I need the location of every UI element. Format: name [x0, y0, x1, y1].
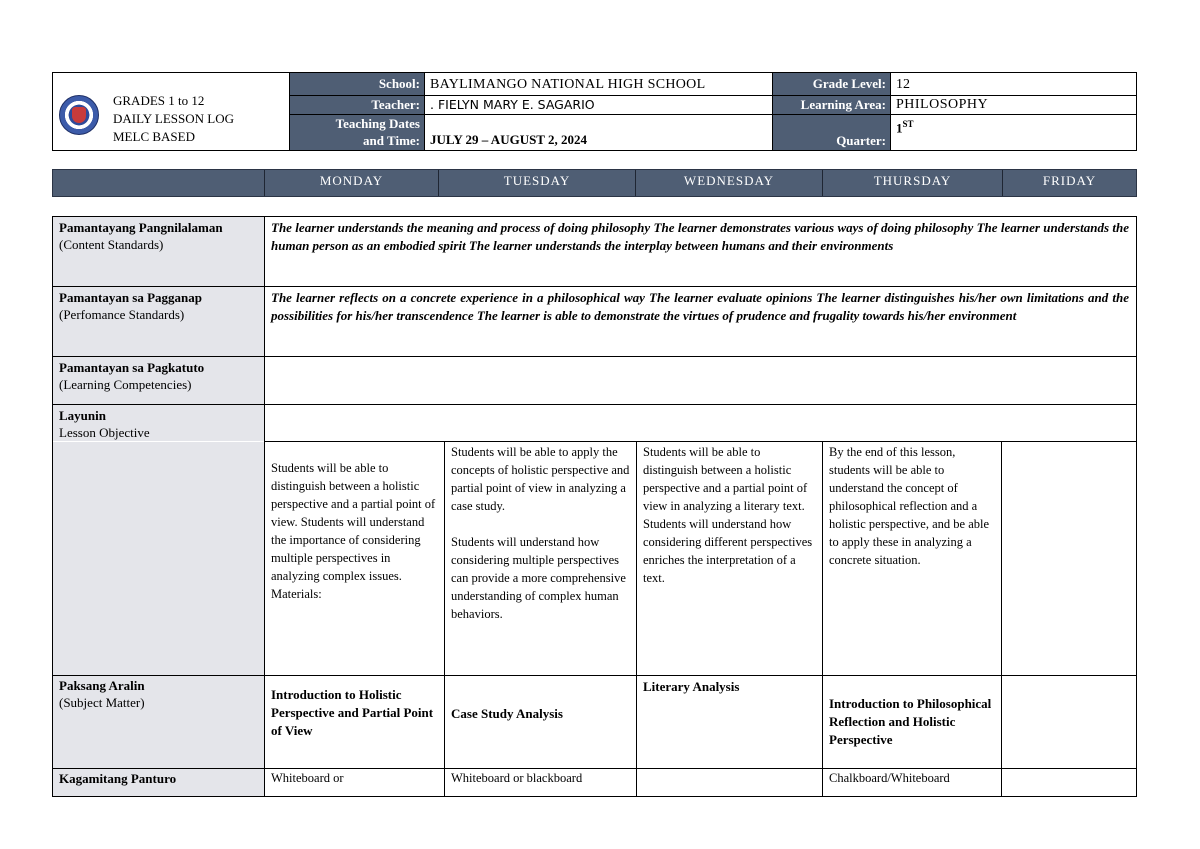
- materials-thursday: Chalkboard/Whiteboard: [829, 771, 950, 785]
- subject-monday: Introduction to Holistic Perspective and Partial Point of View: [271, 687, 434, 738]
- performance-standards-label: [53, 287, 264, 356]
- objective-wednesday: Students will be able to distinguish between a holistic perspective and a partial point of view in analyzing a literary text. Students will understand how considering different perspectives enriches the interpretation of a text.: [643, 445, 813, 585]
- materials-label-main: Kagamitang Panturo: [59, 771, 177, 786]
- teaching-dates-label: [290, 115, 424, 150]
- objective-monday: Students will be able to distinguish between a holistic perspective and a partial point of view. Students will understand the importance of considering multiple perspectives in analyzing complex issues. Materials:: [271, 461, 436, 601]
- materials-label: [53, 769, 264, 796]
- day-wednesday: WEDNESDAY: [635, 170, 822, 196]
- learning-competencies-label-main: Pamantayan sa Pagkatuto: [59, 360, 205, 375]
- subject-wednesday: Literary Analysis: [643, 679, 740, 694]
- school-value: BAYLIMANGO NATIONAL HIGH SCHOOL: [430, 77, 706, 92]
- subject-tuesday: Case Study Analysis: [451, 706, 563, 721]
- learning-competencies-label: [53, 357, 264, 404]
- daily-lesson-log-line: DAILY LESSON LOG: [113, 111, 234, 126]
- day-thursday: THURSDAY: [822, 170, 1002, 196]
- subject-matter-label: [53, 676, 264, 768]
- objective-label: [53, 405, 264, 441]
- content-standards-label-sub: (Content Standards): [59, 237, 164, 252]
- objective-tuesday: Students will be able to apply the concepts of holistic perspective and partial point of view in analyzing a case study. Students will understand how considering multiple perspectives can provide a more comprehensive understanding of complex human behaviors.: [451, 445, 630, 621]
- learning-area-value: PHILOSOPHY: [896, 97, 989, 112]
- dates-value: JULY 29 – AUGUST 2, 2024: [430, 132, 587, 147]
- quarter-suffix: ST: [902, 119, 914, 129]
- school-label: School:: [290, 73, 424, 95]
- grade-level-label: Grade Level:: [773, 73, 890, 95]
- deped-seal-icon: [59, 95, 99, 135]
- subject-matter-label-main: Paksang Aralin: [59, 678, 145, 693]
- teacher-label: Teacher:: [290, 96, 424, 114]
- objective-thursday: By the end of this lesson, students will be able to understand the concept of philosophical reflection and a holistic perspective, and be able to apply these in analyzing a concrete situation.: [829, 445, 990, 567]
- day-friday: FRIDAY: [1002, 170, 1136, 196]
- learning-area-label: Learning Area:: [773, 96, 890, 114]
- subject-thursday: Introduction to Philosophical Reflection and Holistic Perspective: [829, 696, 992, 747]
- header-left-block: [53, 73, 290, 150]
- grades-line: GRADES 1 to 12: [113, 93, 205, 108]
- teaching-dates-label-line2: and Time:: [363, 133, 420, 148]
- melc-based-line: MELC BASED: [113, 129, 195, 144]
- content-standards-text: The learner understands the meaning and process of doing philosophy The learner demonstrates various ways of doing philosophy The learner understands the human person as an embodied spirit The learner understands the interplay between humans and their environments: [271, 220, 1129, 253]
- materials-monday: Whiteboard or: [271, 771, 344, 785]
- quarter-label: Quarter:: [773, 115, 890, 150]
- day-tuesday: TUESDAY: [438, 170, 635, 196]
- teaching-dates-label-line1: Teaching Dates: [335, 116, 420, 131]
- learning-competencies-label-sub: (Learning Competencies): [59, 377, 192, 392]
- objective-label-main: Layunin: [59, 408, 106, 423]
- teacher-value: . FIELYN MARY E. SAGARIO: [430, 97, 595, 112]
- grade-level-value: 12: [896, 77, 910, 92]
- materials-tuesday: Whiteboard or blackboard: [451, 771, 583, 785]
- quarter-value: [892, 115, 1136, 136]
- subject-matter-label-sub: (Subject Matter): [59, 695, 145, 710]
- header-table: [52, 72, 1137, 151]
- performance-standards-text: The learner reflects on a concrete experience in a philosophical way The learner evaluate opinions The learner distinguishes his/her own limitations and the possibilities for his/her transcendence The learner is able to demonstrate the virtues of prudence and frugality towards his/her environment: [271, 290, 1129, 323]
- quarter-number: 1: [896, 120, 903, 136]
- lesson-log-table: [52, 216, 1137, 797]
- day-monday: MONDAY: [264, 170, 438, 196]
- objective-label-sub: Lesson Objective: [59, 425, 150, 440]
- content-standards-label-main: Pamantayang Pangnilalaman: [59, 220, 223, 235]
- performance-standards-label-sub: (Perfomance Standards): [59, 307, 185, 322]
- content-standards-label: [53, 217, 264, 286]
- weekday-header-bar: [52, 169, 1137, 197]
- performance-standards-label-main: Pamantayan sa Pagganap: [59, 290, 203, 305]
- objective-label-spacer: [53, 442, 264, 675]
